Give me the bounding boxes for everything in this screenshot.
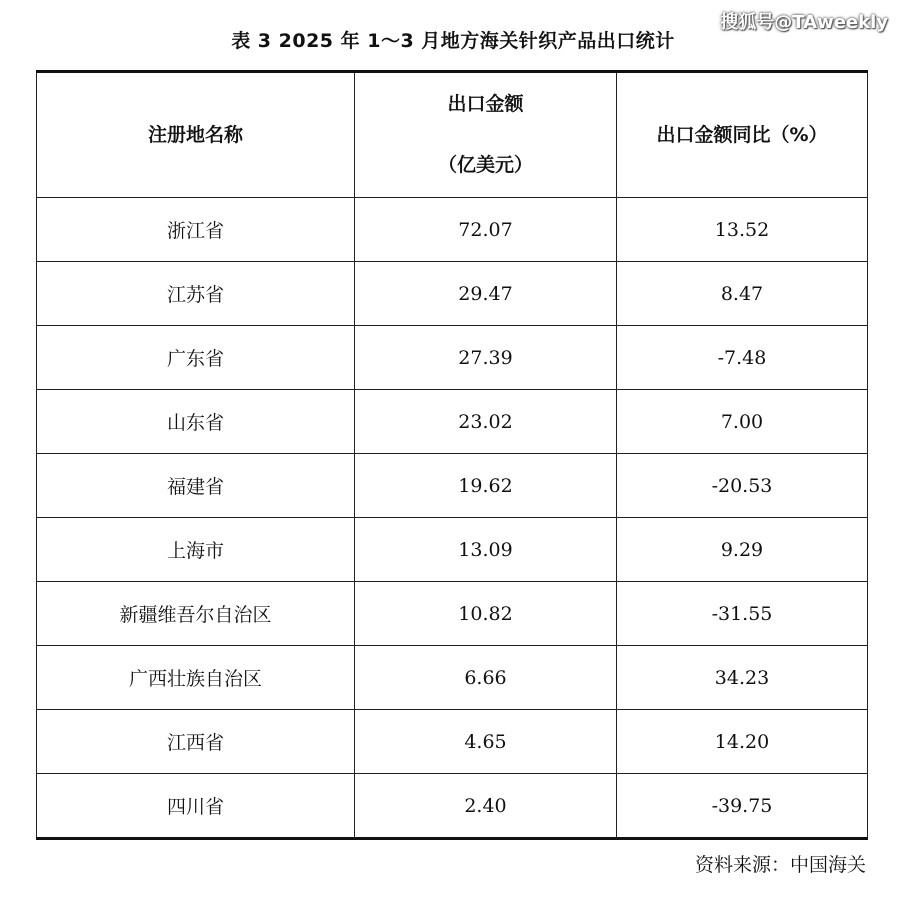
amount-cell: 6.66 [355,646,617,710]
table-row [37,518,868,582]
region-cell: 山东省 [37,390,355,454]
amount-cell: 13.09 [355,518,617,582]
amount-cell: 10.82 [355,582,617,646]
table-header-row [37,72,868,198]
header-yoy: 出口金额同比（%） [617,72,868,198]
region-cell: 上海市 [37,518,355,582]
header-amount-label: 出口金额 [447,93,524,116]
amount-cell: 72.07 [355,198,617,262]
table-title: 表 3 2025 年 1～3 月地方海关针织产品出口统计 [231,30,675,52]
table-row [37,198,868,262]
table-row [37,582,868,646]
yoy-cell: 13.52 [617,198,868,262]
table-row [37,454,868,518]
amount-cell: 23.02 [355,390,617,454]
header-region: 注册地名称 [37,72,355,198]
table-row [37,774,868,839]
watermark: 搜狐号@TAweekly [720,12,888,33]
table-row [37,390,868,454]
export-table [36,70,868,840]
region-cell: 四川省 [37,774,355,839]
yoy-cell: -7.48 [617,326,868,390]
table-row [37,326,868,390]
amount-cell: 19.62 [355,454,617,518]
region-cell: 新疆维吾尔自治区 [37,582,355,646]
region-cell: 福建省 [37,454,355,518]
yoy-cell: -31.55 [617,582,868,646]
region-cell: 广东省 [37,326,355,390]
yoy-cell: 8.47 [617,262,868,326]
yoy-cell: 7.00 [617,390,868,454]
region-cell: 江苏省 [37,262,355,326]
amount-cell: 2.40 [355,774,617,839]
header-amount [355,72,617,198]
region-cell: 江西省 [37,710,355,774]
table-row [37,710,868,774]
header-amount-unit: （亿美元） [437,154,533,176]
amount-cell: 27.39 [355,326,617,390]
table-row [37,262,868,326]
table-body [37,198,868,839]
yoy-cell: 9.29 [617,518,868,582]
yoy-cell: -39.75 [617,774,868,839]
table-row [37,646,868,710]
source-note: 资料来源：中国海关 [694,854,866,876]
region-cell: 浙江省 [37,198,355,262]
amount-cell: 29.47 [355,262,617,326]
yoy-cell: 14.20 [617,710,868,774]
yoy-cell: -20.53 [617,454,868,518]
amount-cell: 4.65 [355,710,617,774]
region-cell: 广西壮族自治区 [37,646,355,710]
yoy-cell: 34.23 [617,646,868,710]
